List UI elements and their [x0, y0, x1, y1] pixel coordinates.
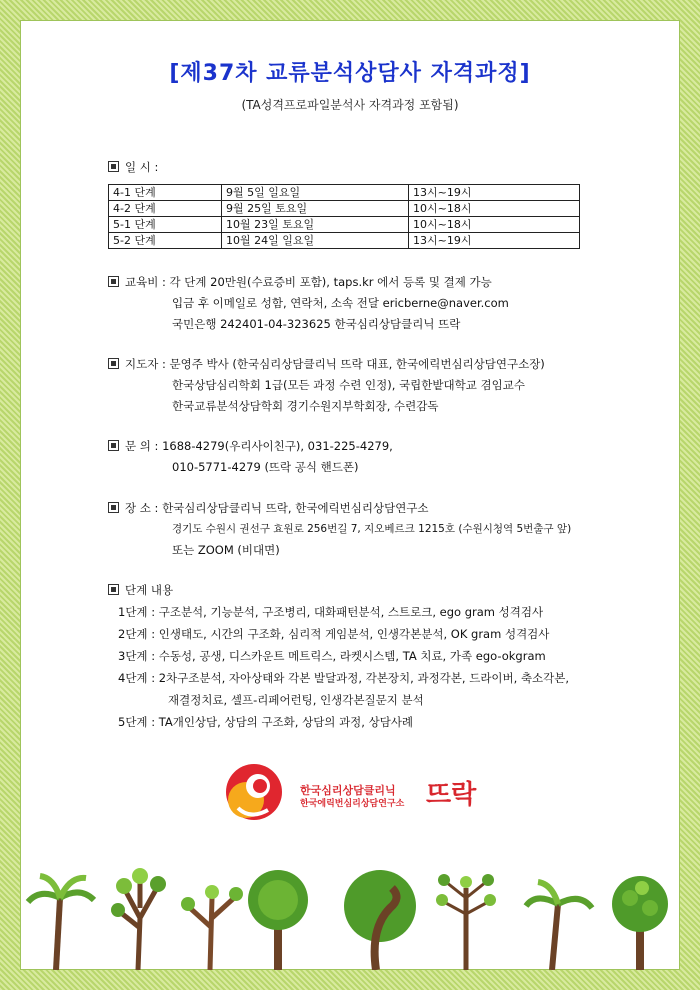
table-row	[109, 201, 580, 217]
table-row	[109, 185, 580, 201]
square-bullet-icon	[108, 358, 119, 369]
fee-line: 각 단계 20만원(수료증비 포함), taps.kr 에서 등록 및 결제 가능	[169, 275, 492, 289]
fee-line: 입금 후 이메일로 성함, 연락처, 소속 전달 ericberne@naver.com	[172, 296, 509, 310]
bushy-tree-icon	[612, 876, 668, 970]
step-item: 재결정치료, 셀프-리페어런팅, 인생각본질문지 분석	[168, 693, 424, 707]
palm-tree-icon	[28, 876, 94, 970]
contact-line: 010-5771-4279 (뜨락 공식 핸드폰)	[172, 460, 359, 474]
logo-brand-name: 뜨락	[426, 780, 477, 810]
date-cell: 9월 25일 토요일	[222, 201, 409, 217]
date-cell: 9월 5일 일요일	[222, 185, 409, 201]
venue-label: 장 소 :	[125, 501, 159, 515]
time-cell: 10시~18시	[409, 201, 580, 217]
square-bullet-icon	[108, 276, 119, 287]
date-cell: 10월 23일 토요일	[222, 217, 409, 233]
instructor-line: 한국교류분석상담학회 경기수원지부학회장, 수련감독	[172, 399, 439, 413]
step-item: 2단계 : 인생태도, 시간의 구조화, 심리적 게임분석, 인생각본분석, OK gram 성격검사	[118, 627, 550, 641]
time-cell: 13시~19시	[409, 233, 580, 249]
stage-cell: 5-1 단계	[109, 217, 222, 233]
round-tree-icon	[248, 870, 308, 970]
logo-clinic-name: 한국심리상담클리닉	[300, 784, 396, 797]
page-subtitle: (TA성격프로파일분석사 자격과정 포함됨)	[241, 98, 459, 112]
branch-tree-icon	[181, 885, 243, 970]
fee-line: 국민은행 242401-04-323625 한국심리상담클리닉 뜨락	[172, 317, 461, 331]
table-row	[109, 217, 580, 233]
schedule-label: 일 시 :	[125, 160, 159, 174]
instructor-label: 지도자 :	[125, 357, 166, 371]
step-item: 5단계 : TA개인상담, 상담의 구조화, 상담의 과정, 상담사례	[118, 715, 414, 729]
contact-line: 1688-4279(우리사이친구), 031-225-4279,	[162, 439, 393, 453]
palm-tree-icon	[526, 882, 592, 970]
table-row	[109, 233, 580, 249]
contact-section	[108, 436, 393, 478]
venue-line: 한국심리상담클리닉 뜨락, 한국에릭번심리상담연구소	[162, 501, 429, 515]
time-cell: 10시~18시	[409, 217, 580, 233]
stage-cell: 4-1 단계	[109, 185, 222, 201]
square-bullet-icon	[108, 440, 119, 451]
venue-line: 경기도 수원시 권선구 효원로 256번길 7, 지오베르크 1215호 (수원시청역 5번출구 앞)	[172, 523, 572, 535]
schedule-heading	[108, 158, 158, 177]
instructor-line: 한국상담심리학회 1급(모든 과정 수련 인정), 국립한밭대학교 겸임교수	[172, 378, 525, 392]
swirl-tree-icon	[344, 870, 416, 970]
stage-cell: 5-2 단계	[109, 233, 222, 249]
date-cell: 10월 24일 일요일	[222, 233, 409, 249]
leafy-tree-icon	[436, 874, 496, 970]
tree-decoration-icon	[20, 858, 680, 970]
fee-label: 교육비 :	[125, 275, 166, 289]
instructor-section	[108, 354, 545, 417]
square-bullet-icon	[108, 584, 119, 595]
schedule-table	[108, 184, 580, 249]
step-item: 3단계 : 수동성, 공생, 디스카운트 메트릭스, 라켓시스템, TA 치료, 가족 ego-okgram	[118, 649, 546, 663]
venue-section	[108, 498, 571, 561]
logo-institute-name: 한국에릭번심리상담연구소	[300, 799, 405, 809]
venue-line: 또는 ZOOM (비대면)	[172, 543, 280, 557]
square-bullet-icon	[108, 502, 119, 513]
time-cell: 13시~19시	[409, 185, 580, 201]
bare-tree-icon	[111, 868, 166, 970]
step-item: 4단계 : 2차구조분석, 자아상태와 각본 발달과정, 각본장치, 과정각본, 드라이버, 축소각본,	[118, 671, 570, 685]
steps-heading	[108, 580, 173, 601]
stage-cell: 4-2 단계	[109, 201, 222, 217]
step-item: 1단계 : 구조분석, 기능분석, 구조병리, 대화패턴분석, 스트로크, ego gram 성격검사	[118, 605, 544, 619]
contact-label: 문 의 :	[125, 439, 159, 453]
fee-section	[108, 272, 509, 335]
instructor-line: 문영주 박사 (한국심리상담클리닉 뜨락 대표, 한국에릭번심리상담연구소장)	[169, 357, 545, 371]
square-bullet-icon	[108, 161, 119, 172]
page-title: [제37차 교류분석상담사 자격과정]	[169, 61, 531, 86]
steps-label: 단계 내용	[125, 583, 174, 597]
